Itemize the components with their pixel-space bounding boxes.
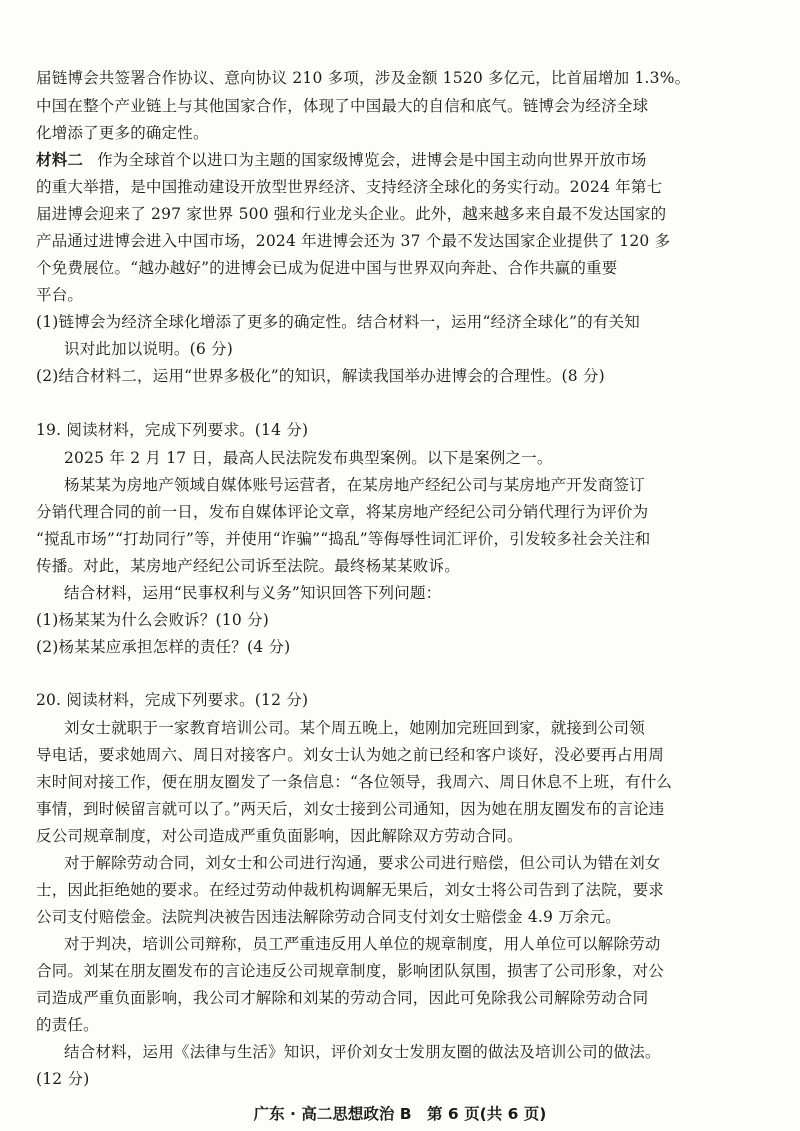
q20-p4-line-1: 结合材料，运用《法律与生活》知识，评价刘女士发朋友圈的做法及培训公司的做法。 — [64, 1043, 661, 1061]
q20-p2-line-2: 士，因此拒绝她的要求。在经过劳动仲裁机构调解无果后，刘女士将公司告到了法院，要求 — [36, 881, 665, 899]
q20-p1-line-1: 刘女士就职于一家教育培训公司。某个周五晚上，她刚加完班回到家，就接到公司领 — [64, 719, 645, 737]
q19-line-2: 杨某某为房地产领域自媒体账号运营者，在某房地产经纪公司与某房地产开发商签订 — [64, 476, 645, 494]
q19-line-4: “搅乱市场”“打劫同行”等，并使用“诈骗”“捣乱”等侮辱性词汇评价，引发较多社会关注和 — [36, 530, 651, 548]
material-two-line-2: 的重大举措，是中国推动建设开放型世界经济、支持经济全球化的务实行动。2024 年第七 — [36, 178, 663, 196]
q20-p2-line-1: 对于解除劳动合同，刘女士和公司进行沟通，要求公司进行赔偿，但公司认为错在刘女 — [64, 854, 661, 872]
q20-p3-line-2: 合同。刘某在朋友圈发布的言论违反公司规章制度，影响团队氛围，损害了公司形象，对公 — [36, 962, 665, 980]
q20-p1-line-3: 末时间对接工作，便在朋友圈发了一条信息：“各位领导，我周六、周日休息不上班，有什么 — [36, 773, 673, 791]
q20-p3-line-4: 的责任。 — [36, 1016, 99, 1034]
q18-sub1-line-2: 识对此加以说明。(6 分) — [64, 340, 233, 358]
q20-p1-line-5: 反公司规章制度，对公司造成严重负面影响，因此解除双方劳动合同。 — [36, 827, 523, 845]
q20-p1-line-4: 事情，到时候留言就可以了。”两天后，刘女士接到公司通知，因为她在朋友圈发布的言论违 — [36, 800, 665, 818]
material-one-line-3: 化增添了更多的确定性。 — [36, 124, 209, 142]
material-two-label: 材料二 — [36, 151, 84, 169]
q19-sub2: (2)杨某某应承担怎样的责任？(4 分) — [36, 638, 291, 656]
q20-p1-line-2: 导电话，要求她周六、周日对接客户。刘女士认为她之前已经和客户谈好，没必要再占用周 — [36, 746, 665, 764]
q19-line-3: 分销代理合同的前一日，发布自媒体评论文章，将某房地产经纪公司分销代理行为评价为 — [36, 503, 649, 521]
q18-sub2: (2)结合材料二，运用“世界多极化”的知识，解读我国举办进博会的合理性。(8 分) — [36, 367, 605, 385]
q20-heading: 20. 阅读材料，完成下列要求。(12 分) — [36, 691, 309, 709]
material-one-line-2: 中国在整个产业链上与其他国家合作，体现了中国最大的自信和底气。链博会为经济全球 — [36, 97, 649, 115]
q20-p3-line-3: 司造成严重负面影响，我公司才解除和刘某的劳动合同，因此可免除我公司解除劳动合同 — [36, 989, 649, 1007]
q20-p4-line-2: (12 分) — [36, 1070, 90, 1088]
material-two-line-1 — [36, 150, 647, 170]
q19-heading: 19. 阅读材料，完成下列要求。(14 分) — [36, 421, 309, 439]
q20-p2-line-3: 公司支付赔偿金。法院判决被告因违法解除劳动合同支付刘女士赔偿金 4.9 万余元。 — [36, 908, 622, 926]
page-footer: 广东 · 高二思想政治 B 第 6 页(共 6 页) — [253, 1105, 547, 1123]
material-one-line-1: 届链博会共签署合作协议、意向协议 210 多项，涉及金额 1520 多亿元，比首届增加 1.3%。 — [36, 69, 691, 87]
q19-sub1: (1)杨某某为什么会败诉？(10 分) — [36, 611, 270, 629]
material-two-line-3: 届进博会迎来了 297 家世界 500 强和行业龙头企业。此外，越来越多来自最不发达国家的 — [36, 205, 667, 223]
material-two-line-6: 平台。 — [36, 286, 84, 304]
q19-line-5: 传播。对此，某房地产经纪公司诉至法院。最终杨某某败诉。 — [36, 557, 460, 575]
q18-sub1-line-1: (1)链博会为经济全球化增添了更多的确定性。结合材料一，运用“经济全球化”的有关知 — [36, 313, 641, 331]
material-two-line-4: 产品通过进博会进入中国市场，2024 年进博会还为 37 个最不发达国家企业提供了 120 多 — [36, 232, 671, 250]
material-two-text-1: 作为全球首个以进口为主题的国家级博览会，进博会是中国主动向世界开放市场 — [97, 151, 647, 169]
q20-p3-line-1: 对于判决，培训公司辩称，员工严重违反用人单位的规章制度，用人单位可以解除劳动 — [64, 935, 661, 953]
material-two-line-5: 个免费展位。“越办越好”的进博会已成为促进中国与世界双向奔赴、合作共赢的重要 — [36, 259, 618, 277]
q19-line-6: 结合材料，运用“民事权利与义务”知识回答下列问题： — [64, 584, 442, 602]
q19-line-1: 2025 年 2 月 17 日，最高人民法院发布典型案例。以下是案例之一。 — [64, 449, 553, 467]
